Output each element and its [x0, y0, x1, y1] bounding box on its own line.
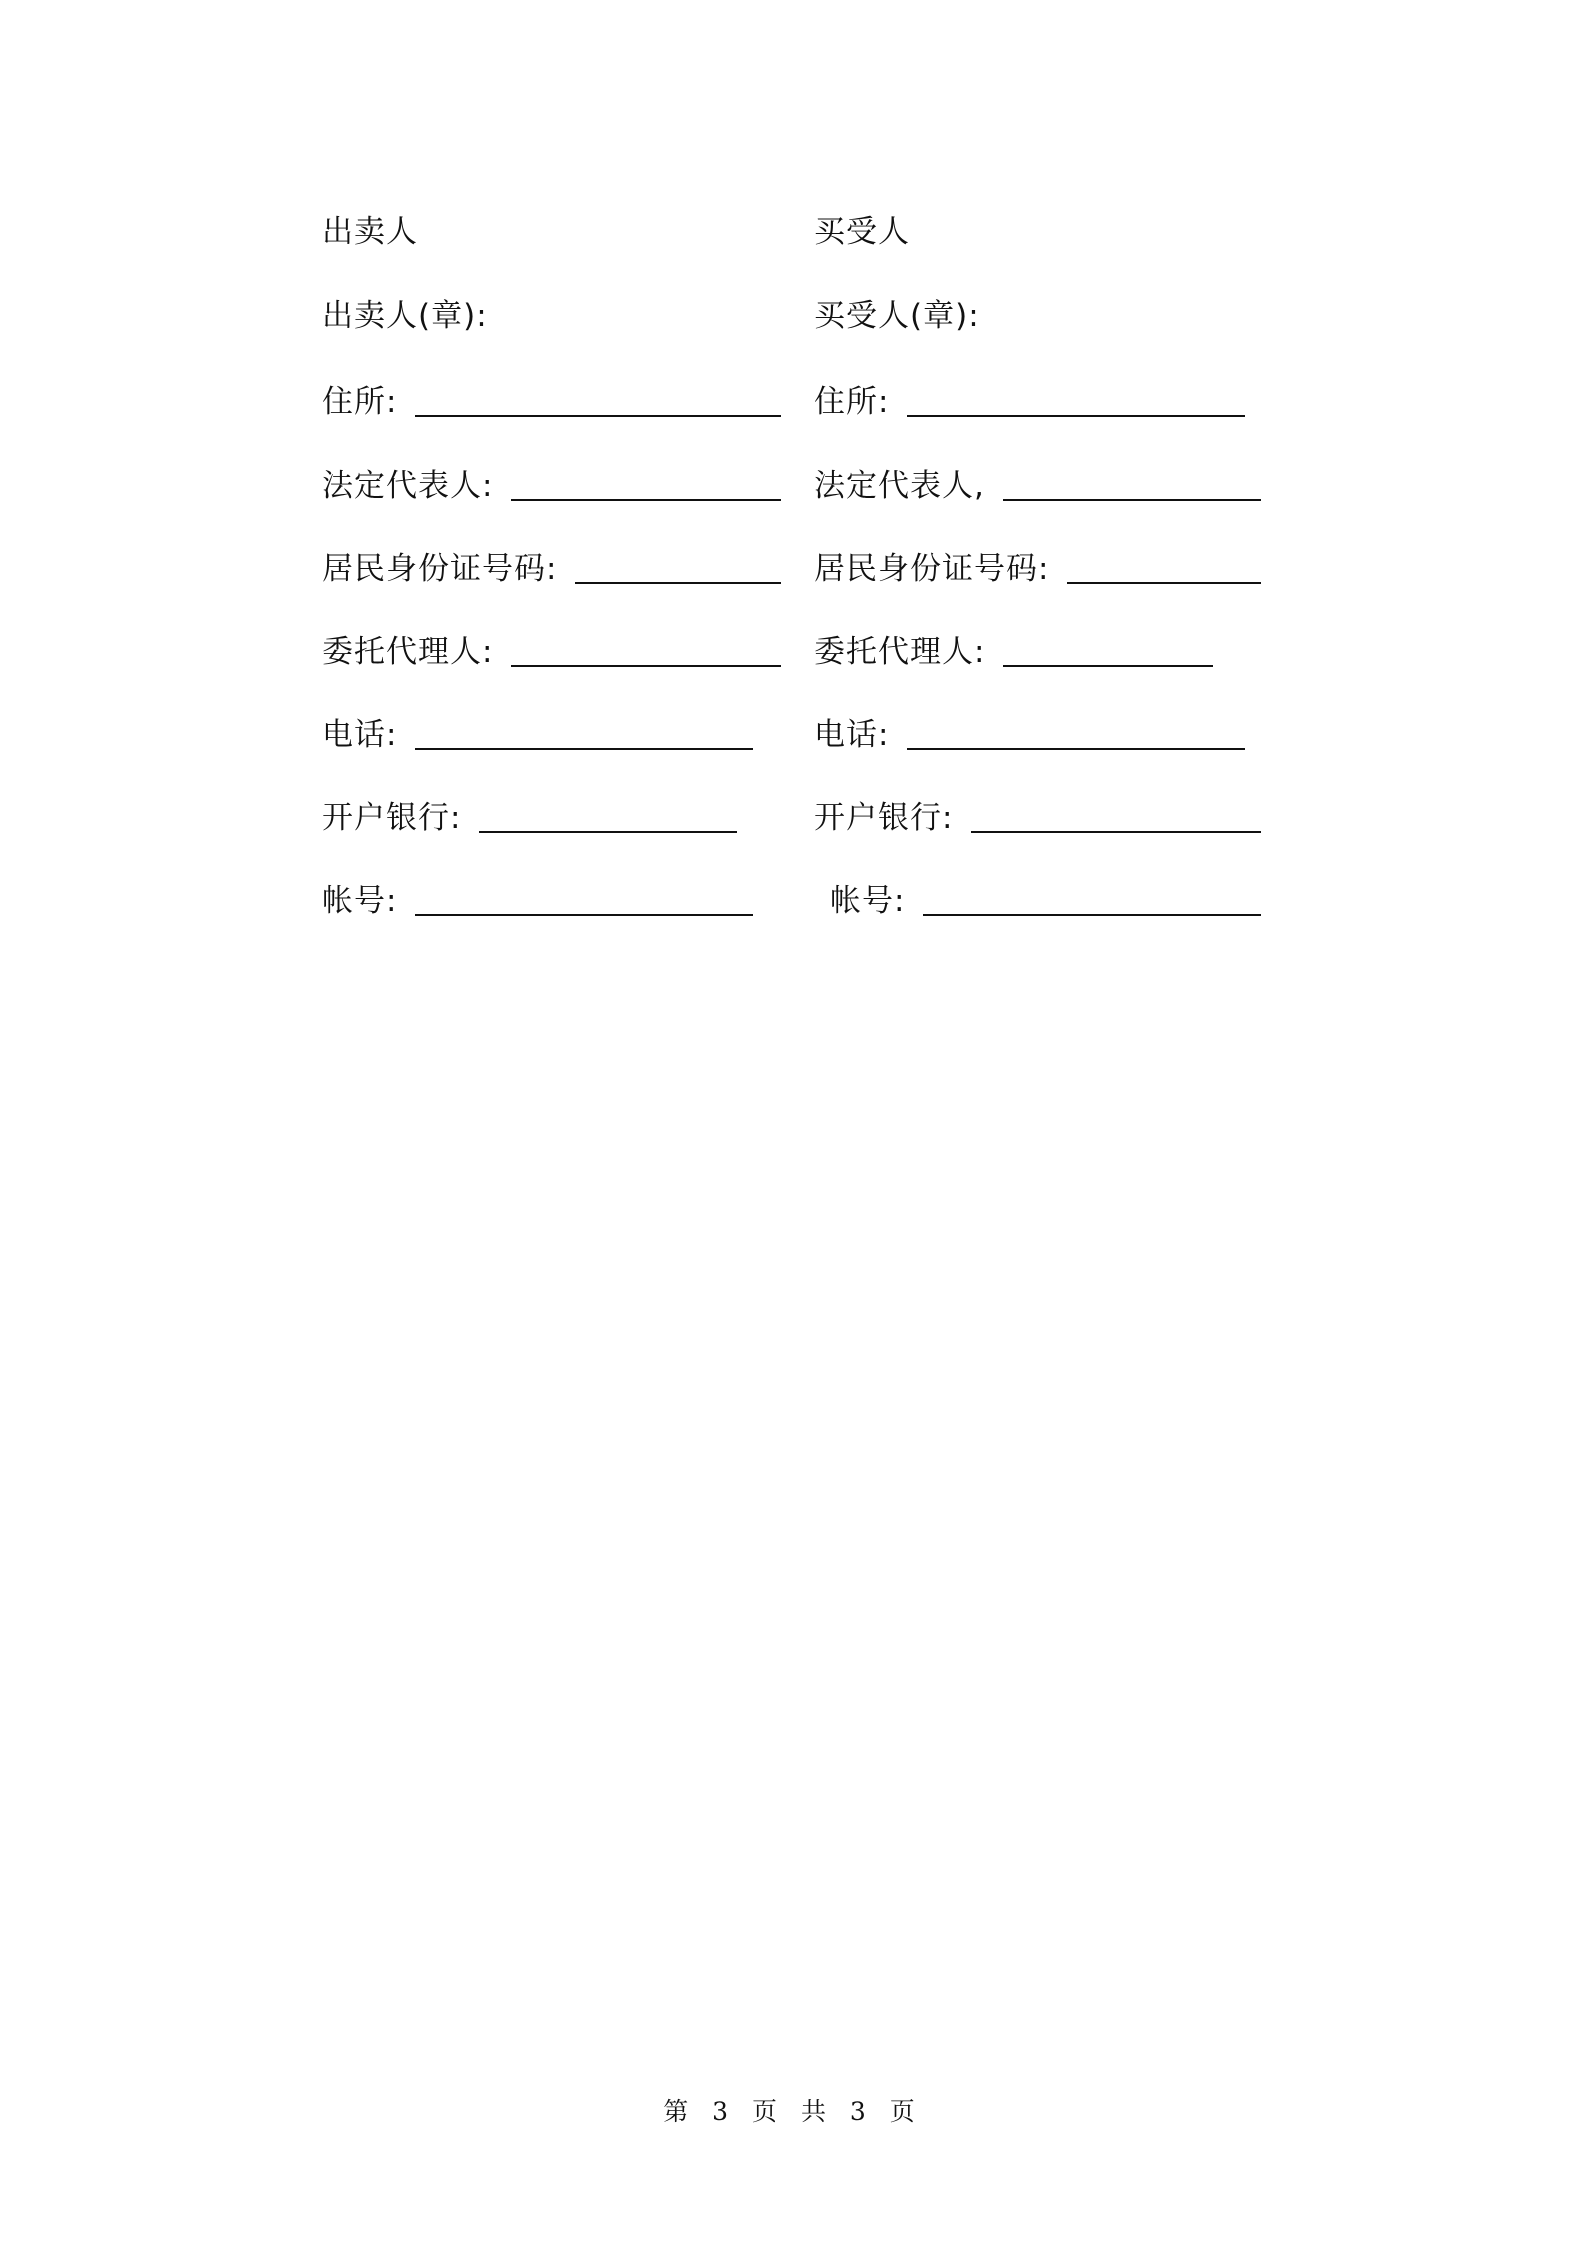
- seller-address-field: [322, 378, 781, 422]
- seller-account-label: 帐号:: [322, 883, 398, 919]
- buyer-id-blank[interactable]: [1067, 582, 1261, 584]
- buyer-agent-blank[interactable]: [1003, 665, 1213, 667]
- buyer-address-label: 住所:: [814, 384, 890, 420]
- seller-phone-blank[interactable]: [415, 748, 753, 750]
- buyer-phone-blank[interactable]: [907, 748, 1245, 750]
- page-number-footer: 第 3 页 共 3 页: [663, 2097, 923, 2126]
- seller-address-label: 住所:: [322, 384, 398, 420]
- seller-agent-blank[interactable]: [511, 665, 781, 667]
- seller-seal-label: 出卖人(章):: [322, 298, 488, 334]
- seller-bank-label: 开户银行:: [322, 800, 462, 836]
- seller-agent-field: [322, 628, 781, 672]
- seller-phone-label: 电话:: [322, 717, 398, 753]
- seller-phone-field: [322, 711, 753, 755]
- buyer-bank-label: 开户银行:: [814, 800, 954, 836]
- seller-bank-blank[interactable]: [479, 831, 737, 833]
- seller-legal-rep-blank[interactable]: [511, 499, 781, 501]
- buyer-id-field: [814, 545, 1261, 589]
- buyer-agent-field: [814, 628, 1213, 672]
- buyer-heading: 买受人: [814, 214, 910, 250]
- seller-id-label: 居民身份证号码:: [322, 551, 558, 587]
- buyer-account-field: [830, 877, 1261, 921]
- buyer-agent-label: 委托代理人:: [814, 634, 986, 670]
- seller-heading: 出卖人: [322, 214, 418, 250]
- buyer-seal-label: 买受人(章):: [814, 298, 980, 334]
- buyer-phone-field: [814, 711, 1245, 755]
- buyer-id-label: 居民身份证号码:: [814, 551, 1050, 587]
- buyer-account-blank[interactable]: [923, 914, 1261, 916]
- seller-agent-label: 委托代理人:: [322, 634, 494, 670]
- seller-id-field: [322, 545, 781, 589]
- seller-legal-rep-field: [322, 462, 781, 506]
- buyer-account-label: 帐号:: [830, 883, 906, 919]
- seller-account-field: [322, 877, 753, 921]
- buyer-phone-label: 电话:: [814, 717, 890, 753]
- buyer-address-field: [814, 378, 1245, 422]
- seller-id-blank[interactable]: [575, 582, 781, 584]
- buyer-legal-rep-label: 法定代表人,: [814, 468, 985, 504]
- buyer-legal-rep-field: [814, 462, 1261, 506]
- seller-bank-field: [322, 794, 737, 838]
- buyer-bank-blank[interactable]: [971, 831, 1261, 833]
- seller-account-blank[interactable]: [415, 914, 753, 916]
- seller-legal-rep-label: 法定代表人:: [322, 468, 494, 504]
- buyer-address-blank[interactable]: [907, 415, 1245, 417]
- seller-address-blank[interactable]: [415, 415, 781, 417]
- buyer-bank-field: [814, 794, 1261, 838]
- buyer-legal-rep-blank[interactable]: [1003, 499, 1261, 501]
